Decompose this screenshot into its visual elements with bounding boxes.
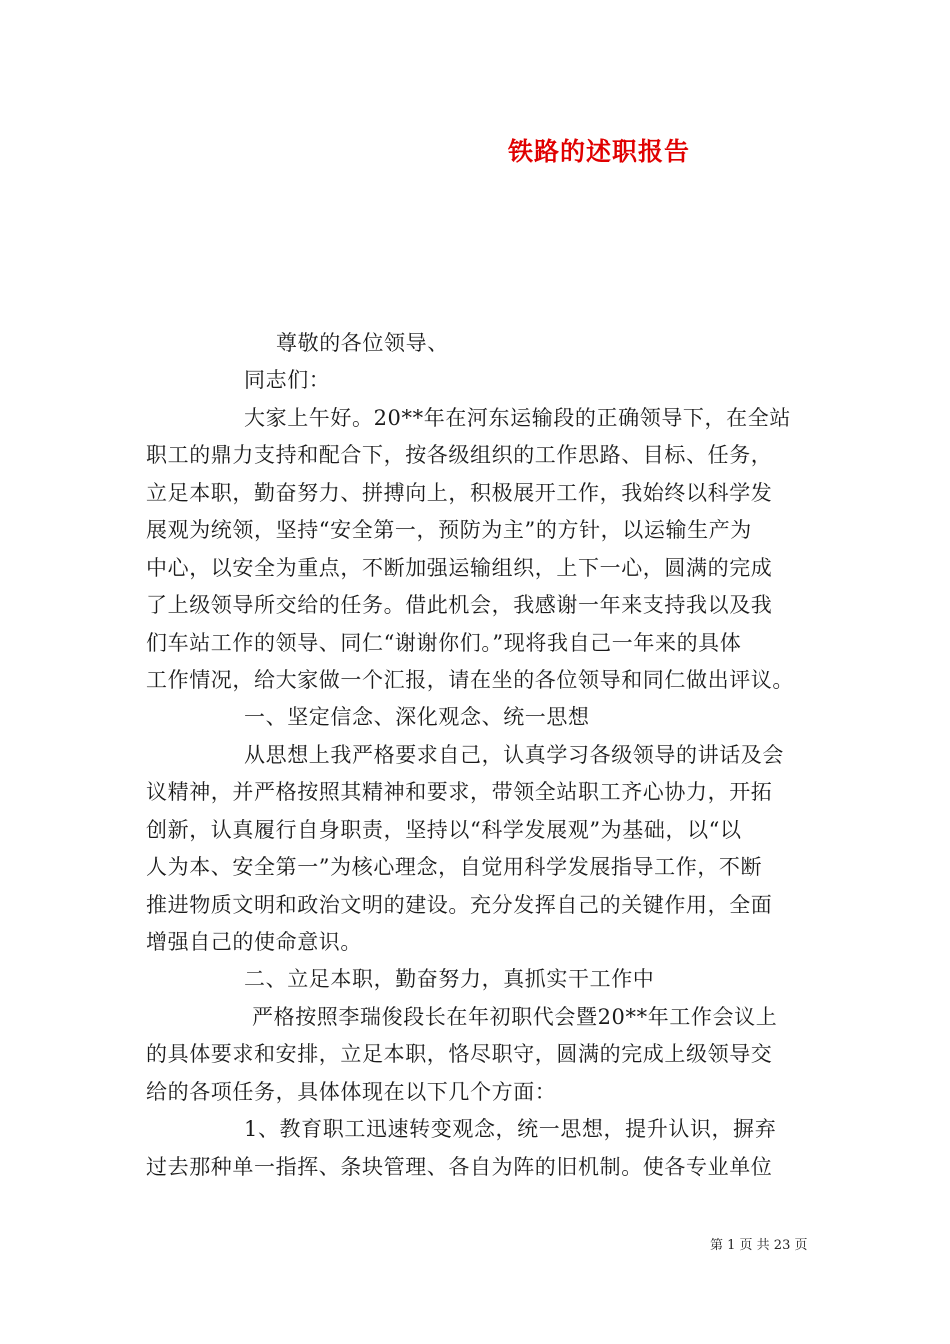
text-line: 们车站工作的领导、同仁“谢谢你们。”现将我自己一年来的具体 [146, 630, 742, 655]
text-line: 严格按照李瑞俊段长在年初职代会暨20**年工作会议上 [252, 1004, 778, 1029]
text-line: 展观为统领，坚持“安全第一，预防为主”的方针，以运输生产为 [146, 518, 752, 543]
text-line: 工作情况，给大家做一个汇报，请在坐的各位领导和同仁做出评议。 [146, 667, 794, 692]
text-line: 议精神，并严格按照其精神和要求，带领全站职工齐心协力，开拓 [146, 780, 773, 805]
text-line: 给的各项任务，具体体现在以下几个方面： [146, 1079, 557, 1104]
document-title: 铁路的述职报告 [508, 137, 691, 166]
text-line: 尊敬的各位领导、 [276, 331, 449, 355]
text-line: 中心，以安全为重点，不断加强运输组织，上下一心，圆满的完成 [146, 555, 773, 580]
text-line: 一、坚定信念、深化观念、统一思想 [244, 705, 590, 730]
text-line: 过去那种单一指挥、条块管理、各自为阵的旧机制。使各专业单位 [146, 1154, 773, 1179]
text-line: 增强自己的使命意识。 [146, 930, 362, 954]
text-line: 大家上午好。20**年在河东运输段的正确领导下，在全站 [244, 405, 791, 430]
document-body [146, 325, 814, 1186]
page-footer: 第 1 页 共 23 页 [710, 1238, 808, 1253]
text-line: 人为本、安全第一”为核心理念，自觉用科学发展指导工作，不断 [146, 855, 763, 880]
text-line: 的具体要求和安排，立足本职，恪尽职守，圆满的完成上级领导交 [146, 1042, 773, 1067]
text-line: 1、教育职工迅速转变观念，统一思想，提升认识，摒弃 [244, 1117, 777, 1142]
text-line: 创新，认真履行自身职责，坚持以“科学发展观”为基础，以“以 [146, 817, 742, 842]
text-line: 立足本职，勤奋努力、拼搏向上，积极展开工作，我始终以科学发 [146, 480, 773, 505]
text-line: 推进物质文明和政治文明的建设。充分发挥自己的关键作用，全面 [146, 892, 773, 917]
text-line: 同志们： [244, 368, 331, 393]
text-line: 了上级领导所交给的任务。借此机会，我感谢一年来支持我以及我 [146, 593, 773, 618]
text-line: 二、立足本职，勤奋努力，真抓实干工作中 [244, 967, 655, 992]
text-line: 职工的鼎力支持和配合下，按各级组织的工作思路、目标、任务， [146, 443, 773, 468]
text-line: 从思想上我严格要求自己，认真学习各级领导的讲话及会 [244, 742, 784, 767]
